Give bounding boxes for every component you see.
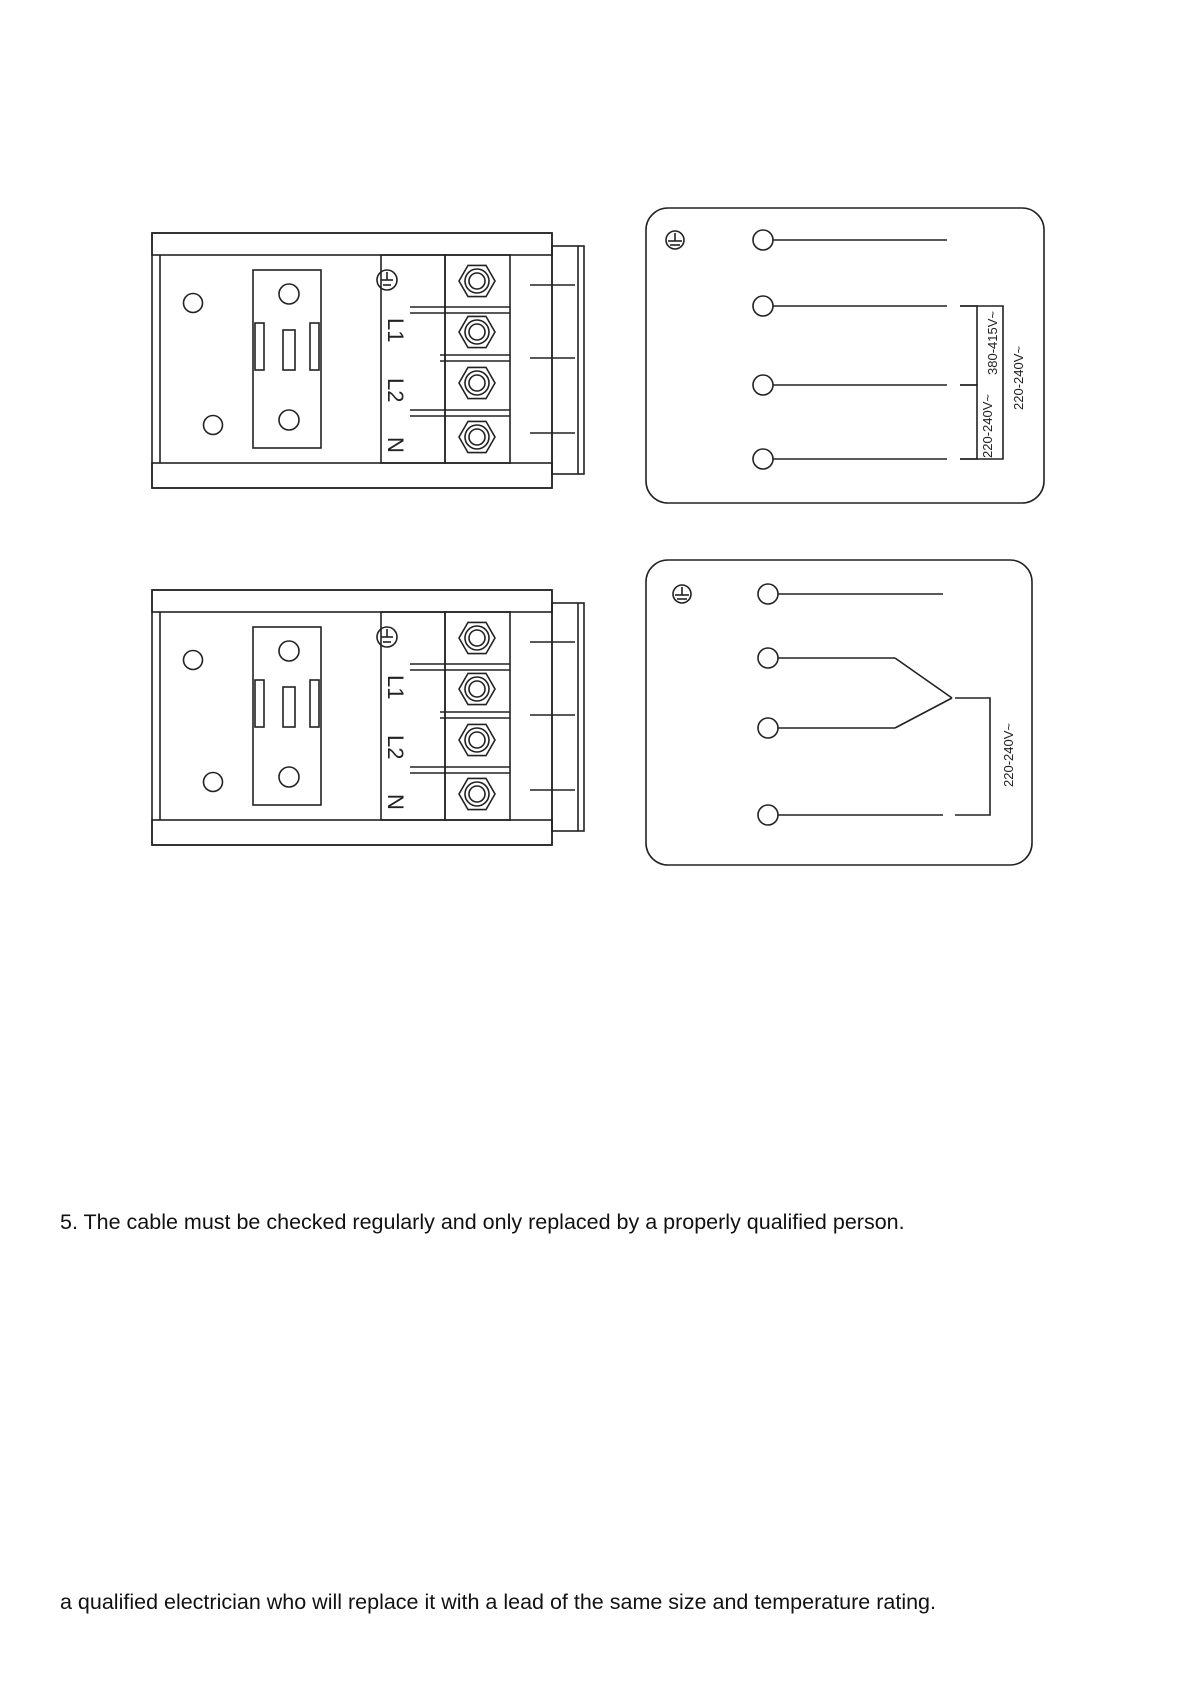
terminal-screw-head bbox=[469, 429, 485, 445]
terminal-label-l1-top: L1 bbox=[383, 318, 408, 343]
voltage-label-220-240-bottom: 220-240V~ bbox=[1001, 723, 1016, 787]
terminal-screw-head bbox=[469, 375, 485, 391]
terminal-block-bottom bbox=[152, 590, 584, 845]
terminal-label-n-bottom: N bbox=[383, 794, 408, 810]
note-cable-check: 5. The cable must be checked regularly and only replaced by a properly qualified person. bbox=[60, 1210, 905, 1234]
terminal-screw-head bbox=[469, 324, 485, 340]
terminal-label-l1-bottom: L1 bbox=[383, 675, 408, 700]
terminal-label-l2-top: L2 bbox=[383, 378, 408, 403]
terminal-screw-head bbox=[469, 273, 485, 289]
voltage-label-380-415: 380-415V~ bbox=[985, 311, 1000, 375]
terminal-screw-head bbox=[469, 630, 485, 646]
voltage-label-220-240-inner: 220-240V~ bbox=[980, 394, 995, 458]
voltage-label-220-240-outer: 220-240V~ bbox=[1011, 346, 1026, 410]
terminal-block-top bbox=[152, 233, 584, 488]
note-replacement: a qualified electrician who will replace it with a lead of the same size and temperature rating. bbox=[60, 1590, 936, 1614]
terminal-label-n-top: N bbox=[383, 437, 408, 453]
terminal-label-l2-bottom: L2 bbox=[383, 735, 408, 760]
schematic-bottom bbox=[646, 560, 1032, 865]
terminal-screw-head bbox=[469, 681, 485, 697]
terminal-screw-head bbox=[469, 786, 485, 802]
terminal-screw-head bbox=[469, 732, 485, 748]
